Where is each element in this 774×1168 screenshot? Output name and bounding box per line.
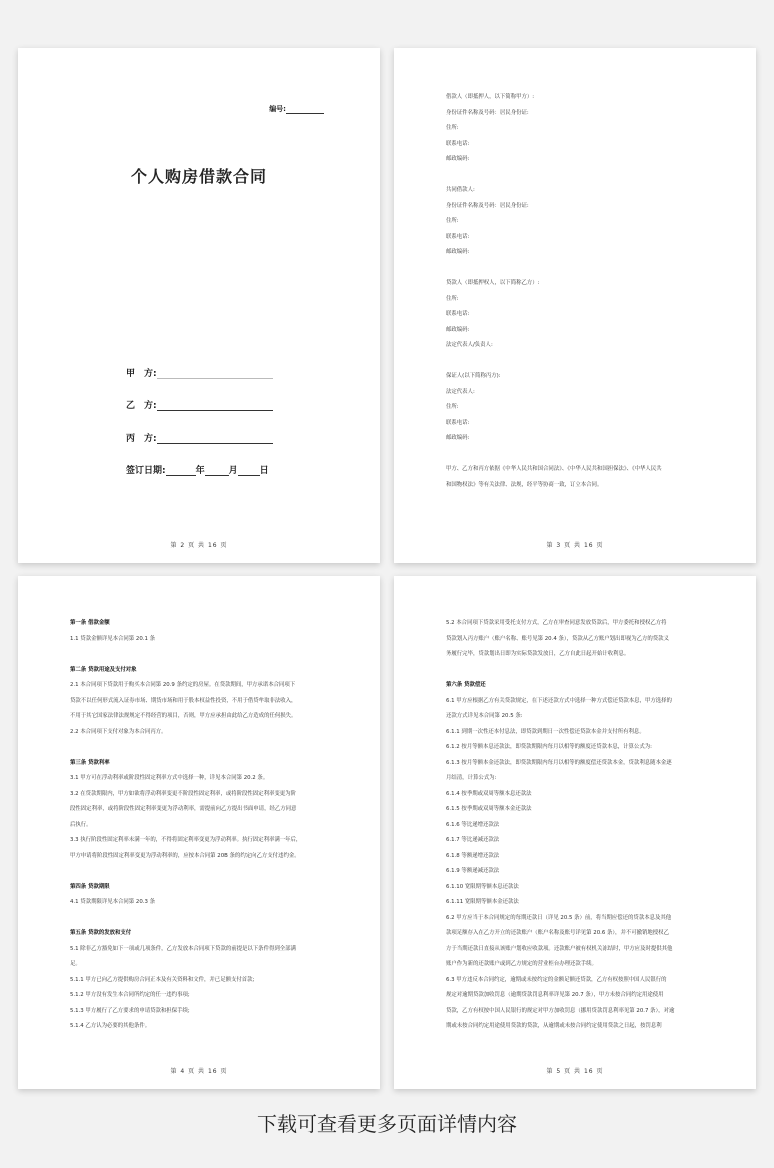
text-line: 5.2 本合同项下贷款采用受托支付方式，乙方在审查同意发放贷款后，甲方委托和授权乙方将 — [446, 620, 667, 626]
text-line: 6.1.4 按季期或双周等额本息还款法 — [446, 790, 532, 797]
text-line: 款项足额存入在乙方开立的还款账户（账户名称及账号详见第 20.6 条），并不可撤销地授权乙 — [446, 930, 669, 936]
text-line: 月结清，计算公式为: — [446, 775, 497, 781]
text-line: 方于当期还款日直接从该账户划收应收款项。还款账户被有权机关冻结时，甲方应及时提供其他 — [446, 945, 673, 952]
text-line: 不用于其它国家法律法规规定不得经营的项目，否则，甲方应承担由此给乙方造成的任何损失。 — [70, 713, 297, 719]
text-line: 5.1.4 乙方认为必要的其他条件。 — [70, 1023, 151, 1029]
text-line: 账户作为新的还款账户或到乙方规定的营业柜台办理还款手续。 — [446, 961, 597, 967]
text-line: 6.1.9 等额递减还款法 — [446, 868, 500, 874]
article-heading: 第三条 贷款利率 — [70, 759, 110, 766]
blank-gap — [70, 647, 340, 663]
cover-page — [18, 48, 380, 563]
blank-gap — [446, 354, 716, 370]
blank-gap — [446, 168, 716, 184]
party-c-label: 丙 方: — [126, 434, 157, 444]
text-line: 5.1.1 甲方已向乙方提供购房合同正本及有关资料和文件，并已足额支付首款; — [70, 976, 255, 983]
article-heading: 第二条 贷款用途及支付对象 — [70, 666, 137, 673]
month-label: 月 — [228, 466, 238, 476]
party-a-label: 甲 方: — [126, 369, 157, 379]
page-footer: 第 5 页 共 16 页 — [546, 1068, 604, 1075]
article-heading: 第一条 借款金额 — [70, 620, 110, 626]
text-line: 6.1.6 等比递增还款法 — [446, 821, 500, 828]
text-line: 6.1.1 到期一次性还本付息法，即贷款到期日一次性偿还贷款本金并支付所有利息。 — [446, 728, 645, 735]
text-line: 联系电话: — [446, 311, 470, 317]
text-line: 6.1.3 按月等额本金还款法，即贷款期限内每月以相等的额度偿还贷款本金，贷款利息随本金逐 — [446, 759, 672, 766]
text-line: 甲方申请将阶段性固定利率变更为浮动利率的，应按本合同第 20B 条的约定向乙方支付违约金。 — [70, 852, 300, 859]
text-line: 联系电话: — [446, 419, 470, 426]
text-line: 联系电话: — [446, 233, 470, 240]
text-line: 贷款人（即抵押权人，以下简称乙方）: — [446, 280, 540, 286]
text-line: 联系电话: — [446, 140, 470, 147]
day-blank — [238, 466, 260, 476]
download-caption: 下载可查看更多页面详情内容 — [257, 1112, 517, 1136]
text-line: 住所: — [446, 125, 459, 131]
text-line: 贷款不以任何形式流入证券市场、期货市场和用于股本权益性投资，不用于借贷牟取非法收入， — [70, 697, 297, 704]
party-c-blank — [157, 434, 273, 444]
blank-gap — [446, 663, 716, 679]
text-line: 还款方式详见本合同第 20.5 条: — [446, 713, 523, 719]
text-line: 住所: — [446, 404, 459, 410]
text-line: 3.1 甲方可在浮动利率或阶段性固定利率方式中选择一种，详见本合同第 20.2 条。 — [70, 775, 269, 781]
text-line: 5.1.3 甲方履行了乙方要求的申请贷款和担保手续; — [70, 1007, 190, 1014]
parties-list — [446, 90, 716, 493]
text-line: 6.1.5 按季期或双周等额本金还款法 — [446, 806, 532, 812]
sign-date-label: 签订日期: — [126, 466, 166, 476]
text-line: 邮政编码: — [446, 249, 470, 255]
text-line: 贷款划入丙方账户（账户名称、账号见第 20.4 条），贷款从乙方账户划出即视为乙方的贷款义 — [446, 635, 669, 642]
year-blank — [166, 466, 196, 476]
serial-number — [269, 104, 324, 114]
article-heading: 第五条 贷款的发放和支付 — [70, 930, 132, 936]
text-line: 法定代表人/负责人: — [446, 342, 493, 348]
text-line: 6.1.7 等比递减还款法 — [446, 837, 500, 843]
text-line: 住所: — [446, 295, 459, 302]
text-line: 务履行完毕，贷款划出日即为实际贷款发放日，乙方自此日起开始计收利息。 — [446, 651, 630, 657]
text-line: 6.1.8 等额递增还款法 — [446, 852, 500, 859]
page-footer: 第 4 页 共 16 页 — [170, 1068, 228, 1075]
article-heading: 第四条 贷款期限 — [70, 883, 110, 890]
text-line: 4.1 贷款期限详见本合同第 20.3 条 — [70, 899, 156, 905]
party-b-blank — [157, 401, 273, 411]
page-footer: 第 3 页 共 16 页 — [546, 542, 604, 549]
party-b-line — [126, 398, 273, 411]
text-line: 6.1.11 宽限期等额本金还款法 — [446, 899, 519, 905]
page-footer: 第 2 页 共 16 页 — [170, 542, 228, 549]
month-blank — [205, 466, 229, 476]
text-line: 6.2 甲方应当于本合同规定的每期还款日（详见 20.5 条）前，将当期应偿还的贷款本息及其他 — [446, 914, 672, 921]
text-line: 共同借款人: — [446, 187, 475, 193]
text-line: 5.1 除非乙方豁免如下一项或几项条件，乙方发放本合同项下贷款的前提是以下条件得到全部满 — [70, 945, 296, 952]
text-line: 住所: — [446, 218, 459, 224]
text-line: 6.1 甲方应根据乙方有关贷款规定，在下述还款方式中选择一种方式偿还贷款本息，甲方选择的 — [446, 697, 672, 704]
text-line: 邮政编码: — [446, 156, 470, 162]
blank-gap — [446, 261, 716, 277]
blank-gap — [70, 864, 340, 880]
contract-title: 个人购房借款合同 — [130, 167, 267, 186]
text-line: 邮政编码: — [446, 326, 470, 333]
text-line: 身份证件名称及号码：居民身份证: — [446, 202, 529, 209]
text-line: 规定对逾期贷款加收罚息（逾期贷款罚息利率详见第 20.7 条），甲方未按合同约定用途使用 — [446, 992, 664, 998]
blank-gap — [70, 911, 340, 927]
articles-list-2 — [446, 616, 716, 1035]
text-line: 和国物权法》等有关法律、法规，经平等协商一致，订立本合同。 — [446, 481, 603, 488]
year-label: 年 — [195, 466, 205, 476]
text-line: 6.1.10 宽限期等额本息还款法 — [446, 883, 519, 890]
text-line: 甲方、乙方和丙方依据《中华人民共和国合同法》、《中华人民共和国担保法》、《中华人民共 — [446, 466, 662, 472]
articles-page-2 — [394, 576, 756, 1089]
text-line: 2.2 本合同项下支付对象为本合同丙方。 — [70, 728, 167, 735]
party-a-line — [126, 366, 273, 379]
text-line: 保证人(以下简称丙方): — [446, 373, 501, 379]
serial-label: 编号: — [269, 105, 286, 113]
text-line: 邮政编码: — [446, 435, 470, 441]
blank-gap — [70, 740, 340, 756]
text-line: 后执行。 — [70, 821, 92, 828]
party-c-line — [126, 431, 273, 444]
text-line: 段性固定利率，或将阶段性固定利率变更为浮动利率，需提前向乙方提出书面申请，经乙方同意 — [70, 806, 297, 812]
text-line: 6.3 甲方违反本合同约定，逾期或未按约定的金额足额还贷款，乙方有权按照中国人民银行的 — [446, 976, 667, 983]
article-heading: 第六条 贷款偿还 — [446, 682, 486, 688]
text-line: 5.1.2 甲方没有发生本合同所约定的任一违约事项; — [70, 992, 190, 998]
party-b-label: 乙 方: — [126, 401, 157, 411]
party-a-blank — [157, 369, 273, 379]
text-line: 身份证件名称及号码：居民身份证: — [446, 109, 529, 116]
text-line: 法定代表人: — [446, 388, 475, 395]
text-line: 贷款，乙方有权按中国人民银行的规定对甲方加收罚息（挪用贷款罚息利率见第 20.7 条），对逾 — [446, 1007, 675, 1014]
serial-blank — [286, 105, 324, 114]
text-line: 足。 — [70, 961, 81, 967]
text-line: 1.1 贷款金额详见本合同第 20.1 条 — [70, 635, 156, 642]
text-line: 3.2 在贷款期限内，甲方如欲将浮动利率变更不阶段性固定利率，或将阶段性固定利率变更为阶 — [70, 790, 296, 797]
blank-gap — [446, 447, 716, 463]
day-label: 日 — [259, 466, 269, 476]
articles-list-1 — [70, 616, 340, 1035]
text-line: 3.3 执行阶段性固定利率未满一年的，不得将固定利率变更为浮动利率。执行固定利率满一年后， — [70, 837, 302, 843]
text-line: 2.1 本合同项下贷款用于购买本合同第 20.9 条约定的房屋。在贷款期间，甲方承诺本合同项下 — [70, 682, 296, 688]
parties-page — [394, 48, 756, 563]
text-line: 6.1.2 按月等额本息还款法，即贷款期限内每月以相等的额度还贷款本息，计算公式为: — [446, 744, 652, 750]
text-line: 期或未按合同约定用途使用贷款的贷款，从逾期或未按合同约定使用贷款之日起，按罚息利 — [446, 1023, 662, 1029]
sign-date-line — [126, 463, 269, 476]
text-line: 借款人（即抵押人，以下简称甲方）: — [446, 94, 535, 100]
articles-page-1 — [18, 576, 380, 1089]
